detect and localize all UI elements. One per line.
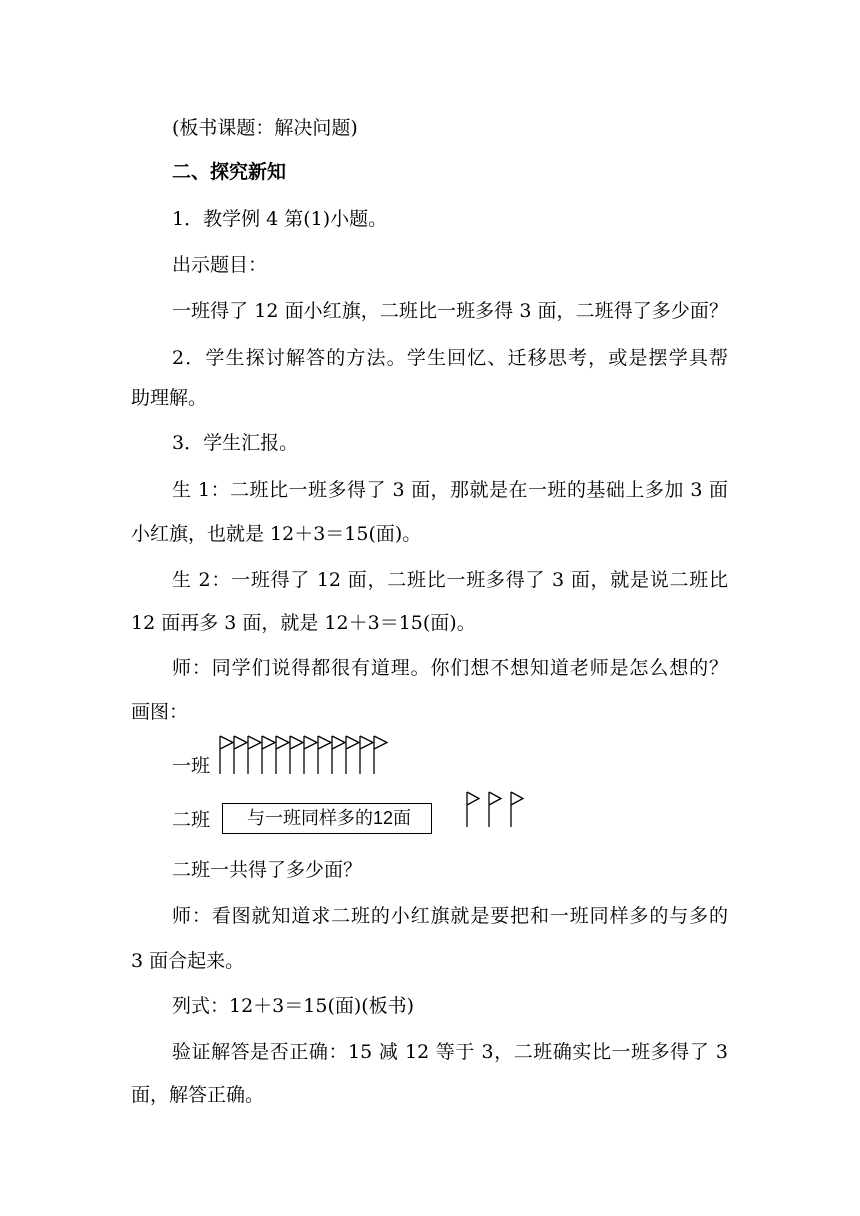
flag-icon: [374, 736, 387, 774]
flag-icon: [220, 736, 233, 774]
student-2-line-1: 生 2：一班得了 12 面，二班比一班多得了 3 面，就是说二班比: [172, 569, 728, 591]
flag-icon: [290, 736, 303, 774]
student-1-line-2: 小红旗，也就是 12＋3＝15(面)。: [131, 523, 422, 545]
flag-icon: [276, 736, 289, 774]
class-2-box: [222, 803, 432, 834]
class-2-box-text: 与一班同样多的12面: [247, 808, 412, 828]
student-1-line-1: 生 1：二班比一班多得了 3 面，那就是在一班的基础上多加 3 面: [172, 479, 728, 501]
class-2-label: 二班: [172, 809, 211, 831]
class-2-extra-flags: [463, 790, 533, 830]
section-heading: 二、探究新知: [172, 161, 287, 183]
student-2-line-2: 12 面再多 3 面，就是 12＋3＝15(面)。: [131, 612, 476, 634]
step-2-line-2: 助理解。: [131, 387, 208, 409]
flag-icon: [511, 792, 523, 827]
board-title: (板书课题：解决问题): [172, 117, 358, 139]
class-1-flags: [218, 734, 398, 776]
flag-icon: [248, 736, 261, 774]
flag-icon: [489, 792, 501, 827]
flag-icon: [304, 736, 317, 774]
teacher-2-line-1: 师：看图就知道求二班的小红旗就是要把和一班同样多的与多的: [172, 905, 728, 927]
teacher-1-line-1: 师：同学们说得都很有道理。你们想不想知道老师是怎么想的？: [172, 657, 728, 679]
flag-icon: [346, 736, 359, 774]
question-text: 二班一共得了多少面？: [172, 859, 363, 881]
teacher-1-line-2: 画图：: [131, 701, 189, 723]
flag-icon: [318, 736, 331, 774]
step-2-line-1: 2．学生探讨解答的方法。学生回忆、迁移思考，或是摆学具帮: [172, 347, 728, 369]
flag-icon: [360, 736, 373, 774]
flag-icon: [262, 736, 275, 774]
flag-icon: [234, 736, 247, 774]
step-3-text: 3．学生汇报。: [172, 432, 299, 454]
flag-icon: [332, 736, 345, 774]
step-1-text: 1．教学例 4 第(1)小题。: [172, 208, 388, 230]
verify-line-2: 面，解答正确。: [131, 1084, 265, 1106]
equation-text: 列式：12＋3＝15(面)(板书): [172, 995, 415, 1017]
flag-icon: [467, 792, 479, 827]
class-1-label: 一班: [172, 755, 211, 777]
verify-line-1: 验证解答是否正确：15 减 12 等于 3，二班确实比一班多得了 3: [172, 1041, 728, 1063]
teacher-2-line-2: 3 面合起来。: [131, 950, 245, 972]
show-problem-text: 出示题目：: [172, 254, 268, 276]
problem-text: 一班得了 12 面小红旗，二班比一班多得 3 面，二班得了多少面？: [172, 300, 728, 322]
